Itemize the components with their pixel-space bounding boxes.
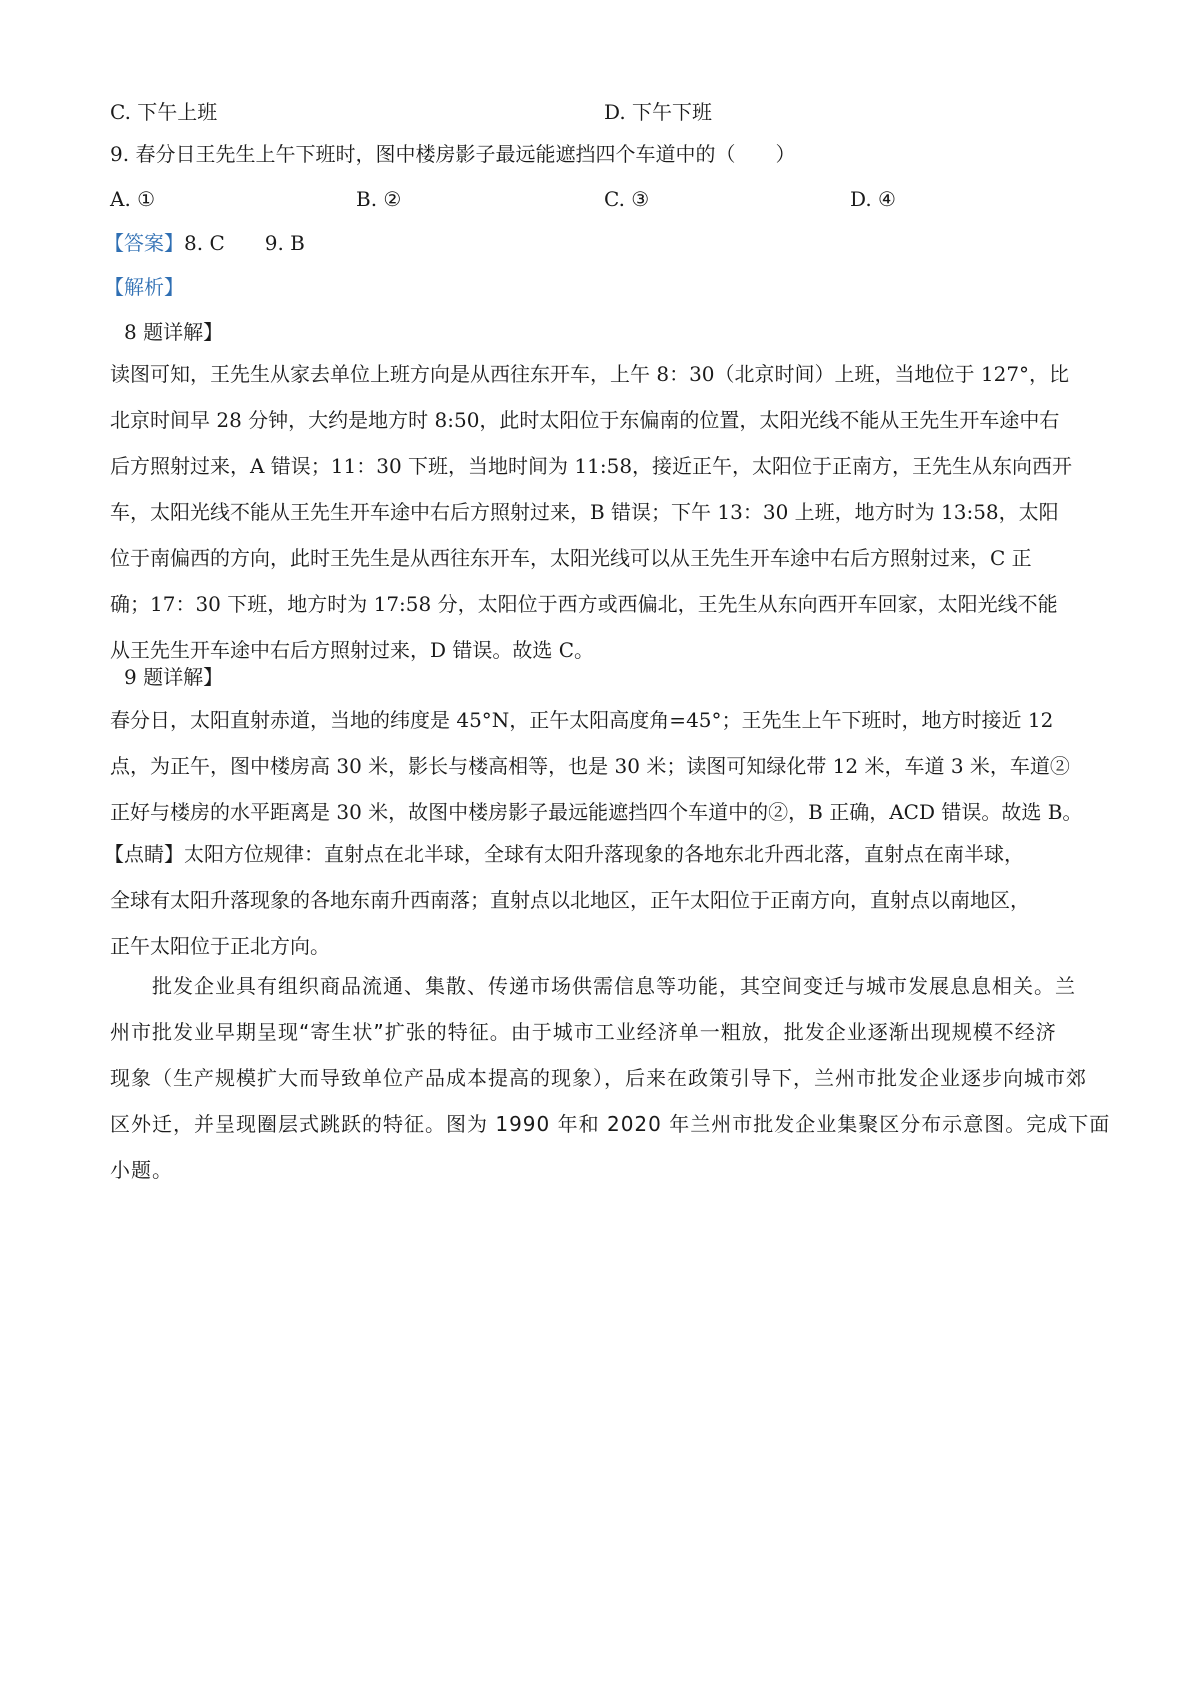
passage-line: 小题。 [110, 1158, 173, 1182]
detail-8-line: 北京时间早 28 分钟，大约是地方时 8:50，此时太阳位于东偏南的位置，太阳光线不能从王先生开车途中右 [110, 408, 1060, 432]
passage-line: 州市批发业早期呈现“寄生状”扩张的特征。由于城市工业经济单一粗放，批发企业逐渐出现规模不经济 [110, 1020, 1057, 1044]
tip-line: 【点睛】太阳方位规律：直射点在北半球，全球有太阳升落现象的各地东北升西北落，直射点在南半球， [104, 842, 1024, 866]
answer-text: 8. C 9. B [184, 231, 305, 255]
detail-9-body [110, 706, 1100, 844]
detail-8-line: 后方照射过来，A 错误；11：30 下班，当地时间为 11:58，接近正午，太阳位于正南方，王先生从东向西开 [110, 454, 1073, 478]
detail-8-body [110, 360, 1100, 682]
passage-line: 现象（生产规模扩大而导致单位产品成本提高的现象），后来在政策引导下，兰州市批发企业逐步向城市郊 [110, 1066, 1087, 1090]
detail-9-line: 春分日，太阳直射赤道，当地的纬度是 45°N，正午太阳高度角=45°；王先生上午下班时，地方时接近 12 [110, 708, 1054, 732]
detail-8-line: 位于南偏西的方向，此时王先生是从西往东开车，太阳光线可以从王先生开车途中右后方照射过来，C 正 [110, 546, 1032, 570]
detail-8-line: 从王先生开车途中右后方照射过来，D 错误。故选 C。 [110, 638, 595, 662]
answer-tag: 【答案】 [104, 231, 184, 255]
option-b: B. ② [356, 187, 402, 211]
analysis-tag-text: 【解析】 [104, 275, 184, 299]
option-d: D. 下午下班 [604, 100, 713, 124]
detail-8-heading: 8 题详解】 [124, 320, 224, 344]
option-c: C. 下午上班 [110, 100, 218, 124]
answer-line [104, 229, 1094, 257]
tip-line: 全球有太阳升落现象的各地东南升西南落；直射点以北地区，正午太阳位于正南方向，直射点以南地区， [110, 888, 1030, 912]
option-a: A. ① [110, 187, 156, 211]
analysis-tag [104, 273, 1094, 301]
question-9-stem: 9. 春分日王先生上午下班时，图中楼房影子最远能遮挡四个车道中的（ ） [110, 142, 796, 166]
detail-8-line: 读图可知，王先生从家去单位上班方向是从西往东开车，上午 8：30（北京时间）上班，当地位于 127°，比 [110, 362, 1070, 386]
reading-passage [110, 972, 1111, 1202]
tip-block [104, 840, 1094, 978]
tip-line: 正午太阳位于正北方向。 [110, 934, 330, 958]
detail-9-line: 正好与楼房的水平距离是 30 米，故图中楼房影子最远能遮挡四个车道中的②，B 正确，ACD 错误。故选 B。 [110, 800, 1083, 824]
detail-9-heading: 9 题详解】 [124, 665, 224, 689]
detail-9-line: 点，为正午，图中楼房高 30 米，影长与楼高相等，也是 30 米；读图可知绿化带 12 米，车道 3 米，车道② [110, 754, 1070, 778]
detail-8-line: 确；17：30 下班，地方时为 17:58 分，太阳位于西方或西偏北，王先生从东向西开车回家，太阳光线不能 [110, 592, 1058, 616]
passage-line: 批发企业具有组织商品流通、集散、传递市场供需信息等功能，其空间变迁与城市发展息息相关。兰 [110, 974, 1076, 998]
option-d: D. ④ [850, 187, 896, 211]
detail-8-line: 车，太阳光线不能从王先生开车途中右后方照射过来，B 错误；下午 13：30 上班，地方时为 13:58，太阳 [110, 500, 1059, 524]
passage-line: 区外迁，并呈现圈层式跳跃的特征。图为 1990 年和 2020 年兰州市批发企业集聚区分布示意图。完成下面 [110, 1112, 1111, 1136]
option-c: C. ③ [604, 187, 650, 211]
